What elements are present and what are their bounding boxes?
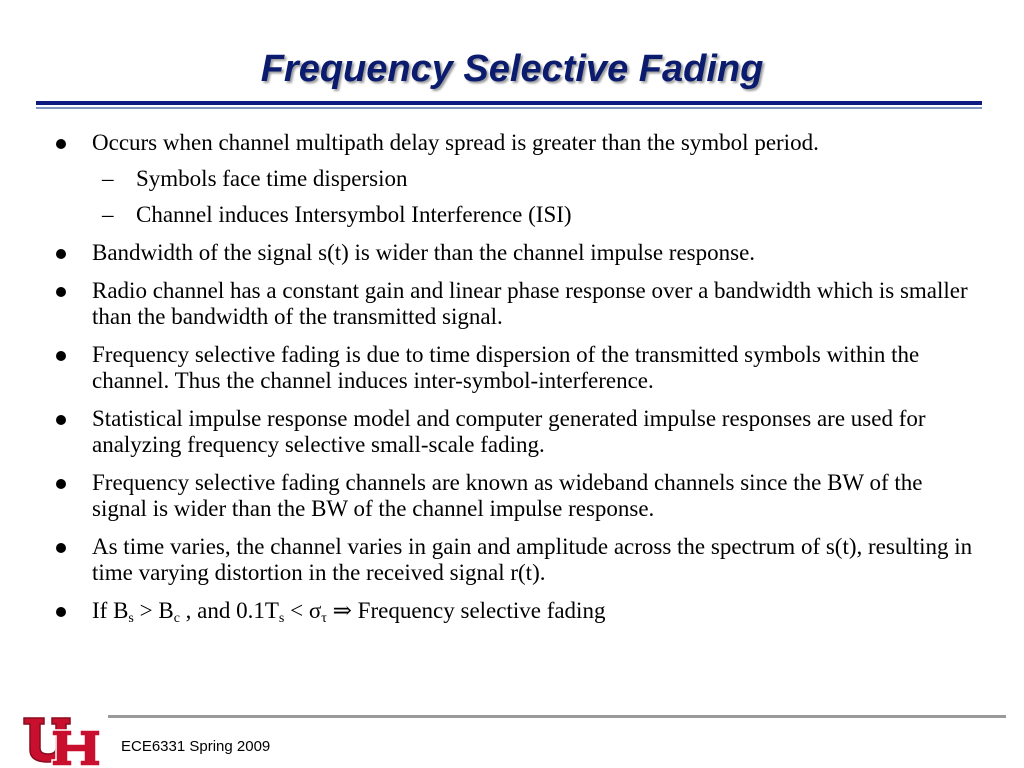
slide-body bbox=[50, 130, 980, 636]
bullet-dot-icon bbox=[56, 479, 66, 489]
bullet-item bbox=[50, 406, 980, 458]
slide-title: Frequency Selective Fading bbox=[260, 48, 764, 90]
bullet-dot-icon bbox=[56, 249, 66, 259]
sub-bullet-item bbox=[92, 166, 980, 192]
dash-icon: – bbox=[102, 166, 114, 191]
bullet-item bbox=[50, 470, 980, 522]
bullet-item bbox=[50, 534, 980, 586]
bullet-dot-icon bbox=[56, 139, 66, 149]
bullet-text: As time varies, the channel varies in gain and amplitude across the spectrum of s(t), resulting in time varying distortion in the received signal r(t). bbox=[92, 534, 973, 585]
bullet-text: Statistical impulse response model and computer generated impulse responses are used for analyzing frequency selective small-scale fading. bbox=[92, 406, 926, 457]
bullet-item bbox=[50, 278, 980, 330]
bullet-item bbox=[50, 130, 980, 228]
bullet-item bbox=[50, 342, 980, 394]
bullet-text: Frequency selective fading channels are known as wideband channels since the BW of the signal is wider than the BW of the channel impulse response. bbox=[92, 470, 923, 521]
bullet-text: Bandwidth of the signal s(t) is wider than the channel impulse response. bbox=[92, 240, 756, 265]
title-divider-thin bbox=[36, 107, 982, 109]
bullet-text: Radio channel has a constant gain and linear phase response over a bandwidth which is smaller than the bandwidth of the transmitted signal. bbox=[92, 278, 968, 329]
bullet-dot-icon bbox=[56, 351, 66, 361]
title-divider bbox=[36, 101, 982, 105]
bullet-item bbox=[50, 240, 980, 266]
footer-text: ECE6331 Spring 2009 bbox=[121, 738, 271, 755]
bullet-dot-icon bbox=[56, 543, 66, 553]
bullet-item-condition bbox=[50, 598, 980, 624]
sub-bullet-item bbox=[92, 202, 980, 228]
uh-logo-icon bbox=[22, 714, 102, 768]
footer-divider bbox=[108, 715, 1006, 718]
bullet-dot-icon bbox=[56, 287, 66, 297]
bullet-dot-icon bbox=[56, 415, 66, 425]
bullet-dot-icon bbox=[56, 607, 66, 617]
bullet-text: Frequency selective fading is due to time dispersion of the transmitted symbols within the channel. Thus the channel induces inter-symbol-interference. bbox=[92, 342, 920, 393]
dash-icon: – bbox=[102, 202, 114, 227]
condition-text: If $B_s > B_c$ , and $0.1T_s < \sigma_\tau$ ⇒ Frequency selective fading bbox=[92, 598, 606, 626]
sub-bullet-text: Symbols face time dispersion bbox=[136, 166, 408, 191]
bullet-text: Occurs when channel multipath delay spread is greater than the symbol period. bbox=[92, 130, 819, 155]
sub-bullet-text: Channel induces Intersymbol Interference (ISI) bbox=[136, 202, 572, 227]
